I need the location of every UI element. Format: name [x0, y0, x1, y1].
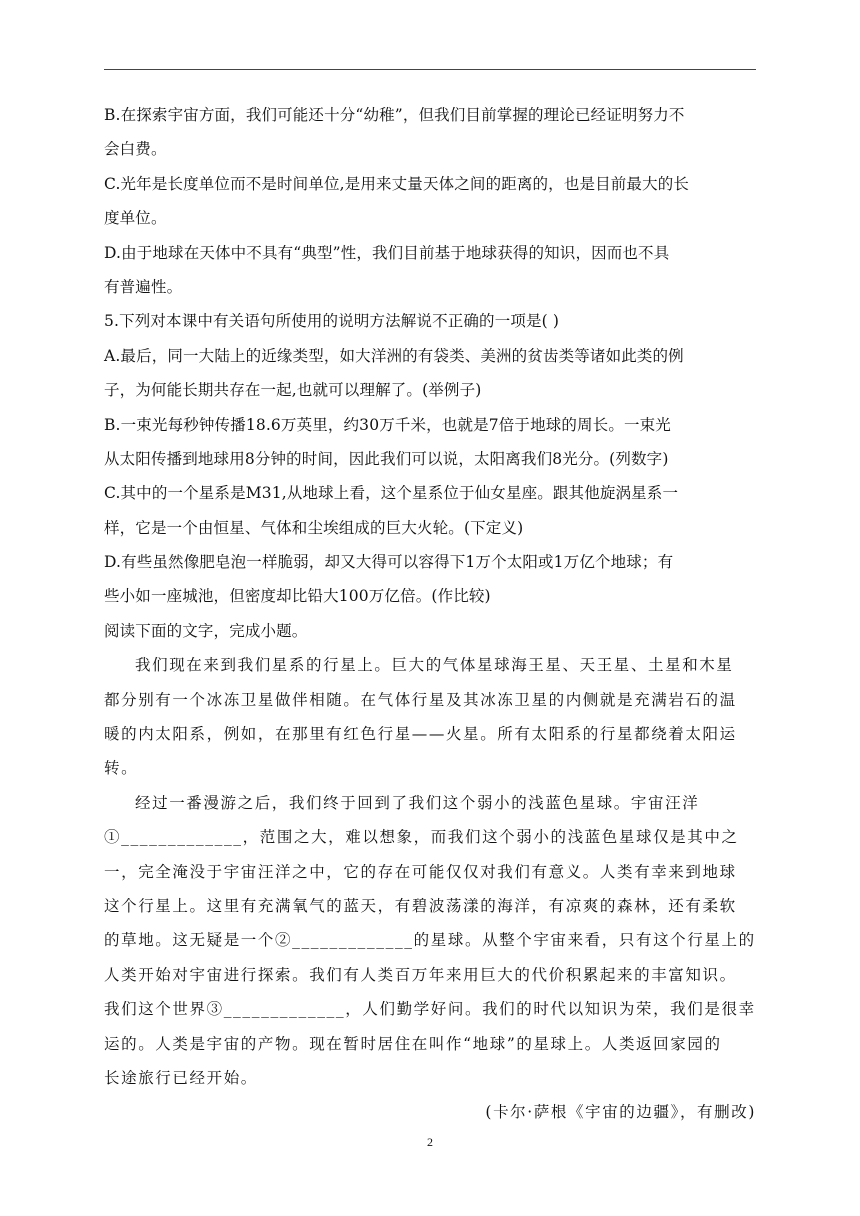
q5-option-c-line2: 样，它是一个由恒星、气体和尘埃组成的巨大火轮。(下定义) [104, 518, 524, 537]
passage-text: ，范围之大，难以想象，而我们这个弱小的浅蓝色星球仅是其中之 [242, 828, 739, 847]
q4-option-b-line2: 会白费。 [104, 140, 167, 159]
q5-option-b-line1: B.一束光每秒钟传播18.6万英里，约30万千米，也就是7倍于地球的周长。一束光 [104, 415, 671, 434]
q5-option-c-line1: C.其中的一个星系是M31,从地球上看，这个星系位于仙女星座。跟其他旋涡星系一 [104, 484, 679, 503]
q4-option-c-line1: C.光年是长度单位而不是时间单位,是用来丈量天体之间的距离的，也是目前最大的长 [104, 174, 690, 193]
blank-marker-1: ① [104, 828, 122, 847]
q4-option-d-line2: 有普遍性。 [104, 277, 183, 296]
q5-option-a-line2: 子，为何能长期共存在一起,也就可以理解了。(举例子) [104, 381, 482, 400]
passage-p1-line3: 暖的内太阳系，例如，在那里有红色行星——火星。所有太阳系的行星都绕着太阳运 [104, 725, 737, 744]
fill-in-blank-2: _____________ [292, 931, 414, 950]
passage-p2-line6: 人类开始对宇宙进行探索。我们有人类百万年来用巨大的代价积累起来的丰富知识。 [104, 965, 737, 984]
page-number: 2 [427, 1135, 433, 1149]
passage-p2-line7 [104, 992, 756, 1026]
reading-instruction: 阅读下面的文字，完成小题。 [104, 621, 308, 640]
q5-stem: 5.下列对本课中有关语句所使用的说明方法解说不正确的一项是( ) [104, 312, 560, 331]
passage-p1-line1: 我们现在来到我们星系的行星上。巨大的气体星球海王星、天王星、土星和木星 [135, 656, 734, 675]
page-content [104, 98, 756, 1130]
reading-passage [104, 648, 756, 1129]
passage-p2-line9: 长途旅行已经开始。 [104, 1068, 258, 1087]
fill-in-blank-1: _____________ [121, 828, 243, 847]
q5-option-d-line1: D.有些虽然像肥皂泡一样脆弱，却又大得可以容得下1万个太阳或1万亿个地球；有 [104, 553, 674, 572]
passage-p1-line2: 都分别有一个冰冻卫星做伴相随。在气体行星及其冰冻卫星的内侧就是充满岩石的温 [104, 690, 737, 709]
q4-option-d-line1: D.由于地球在天体中不具有“典型”性，我们目前基于地球获得的知识，因而也不具 [104, 243, 670, 262]
q4-option-c-line2: 度单位。 [104, 209, 167, 228]
passage-p2-line5 [104, 923, 756, 957]
passage-text: 的草地。这无疑是一个② [104, 931, 293, 950]
q4-option-b-line1: B.在探索宇宙方面，我们可能还十分“幼稚”，但我们目前掌握的理论已经证明努力不 [104, 106, 685, 124]
passage-p1-line4: 转。 [104, 759, 139, 778]
passage-text: ，人们勤学好问。我们的时代以知识为荣，我们是很幸 [345, 1000, 756, 1019]
passage-p2-line1: 经过一番漫游之后，我们终于回到了我们这个弱小的浅蓝色星球。宇宙汪洋 [135, 793, 700, 812]
passage-p2-line8: 运的。人类是宇宙的产物。现在暂时居住在叫作“地球”的星球上。人类返回家园的 [104, 1034, 722, 1053]
passage-p2-line2 [104, 820, 756, 854]
q5-option-b-line2: 从太阳传播到地球用8分钟的时间，因此我们可以说，太阳离我们8光分。(列数字) [104, 449, 669, 468]
passage-text: 的星球。从整个宇宙来看，只有这个行星上的 [413, 931, 756, 950]
q5-option-d-line2: 些小如一座城池，但密度却比铅大100万亿倍。(作比较) [104, 587, 491, 606]
q5-option-a-line1: A.最后，同一大陆上的近缘类型，如大洋洲的有袋类、美洲的贫齿类等诸如此类的例 [104, 346, 684, 365]
passage-source: (卡尔·萨根《宇宙的边疆》，有删改) [485, 1103, 756, 1122]
passage-text: 我们这个世界③ [104, 1000, 224, 1019]
header-rule [104, 69, 756, 70]
passage-p2-line4: 这个行星上。这里有充满氧气的蓝天，有碧波荡漾的海洋，有凉爽的森林，还有柔软 [104, 896, 737, 915]
fill-in-blank-3: _____________ [223, 1000, 346, 1019]
passage-p2-line3: 一，完全淹没于宇宙汪洋之中，它的存在可能仅仅对我们有意义。人类有幸来到地球 [104, 862, 737, 881]
